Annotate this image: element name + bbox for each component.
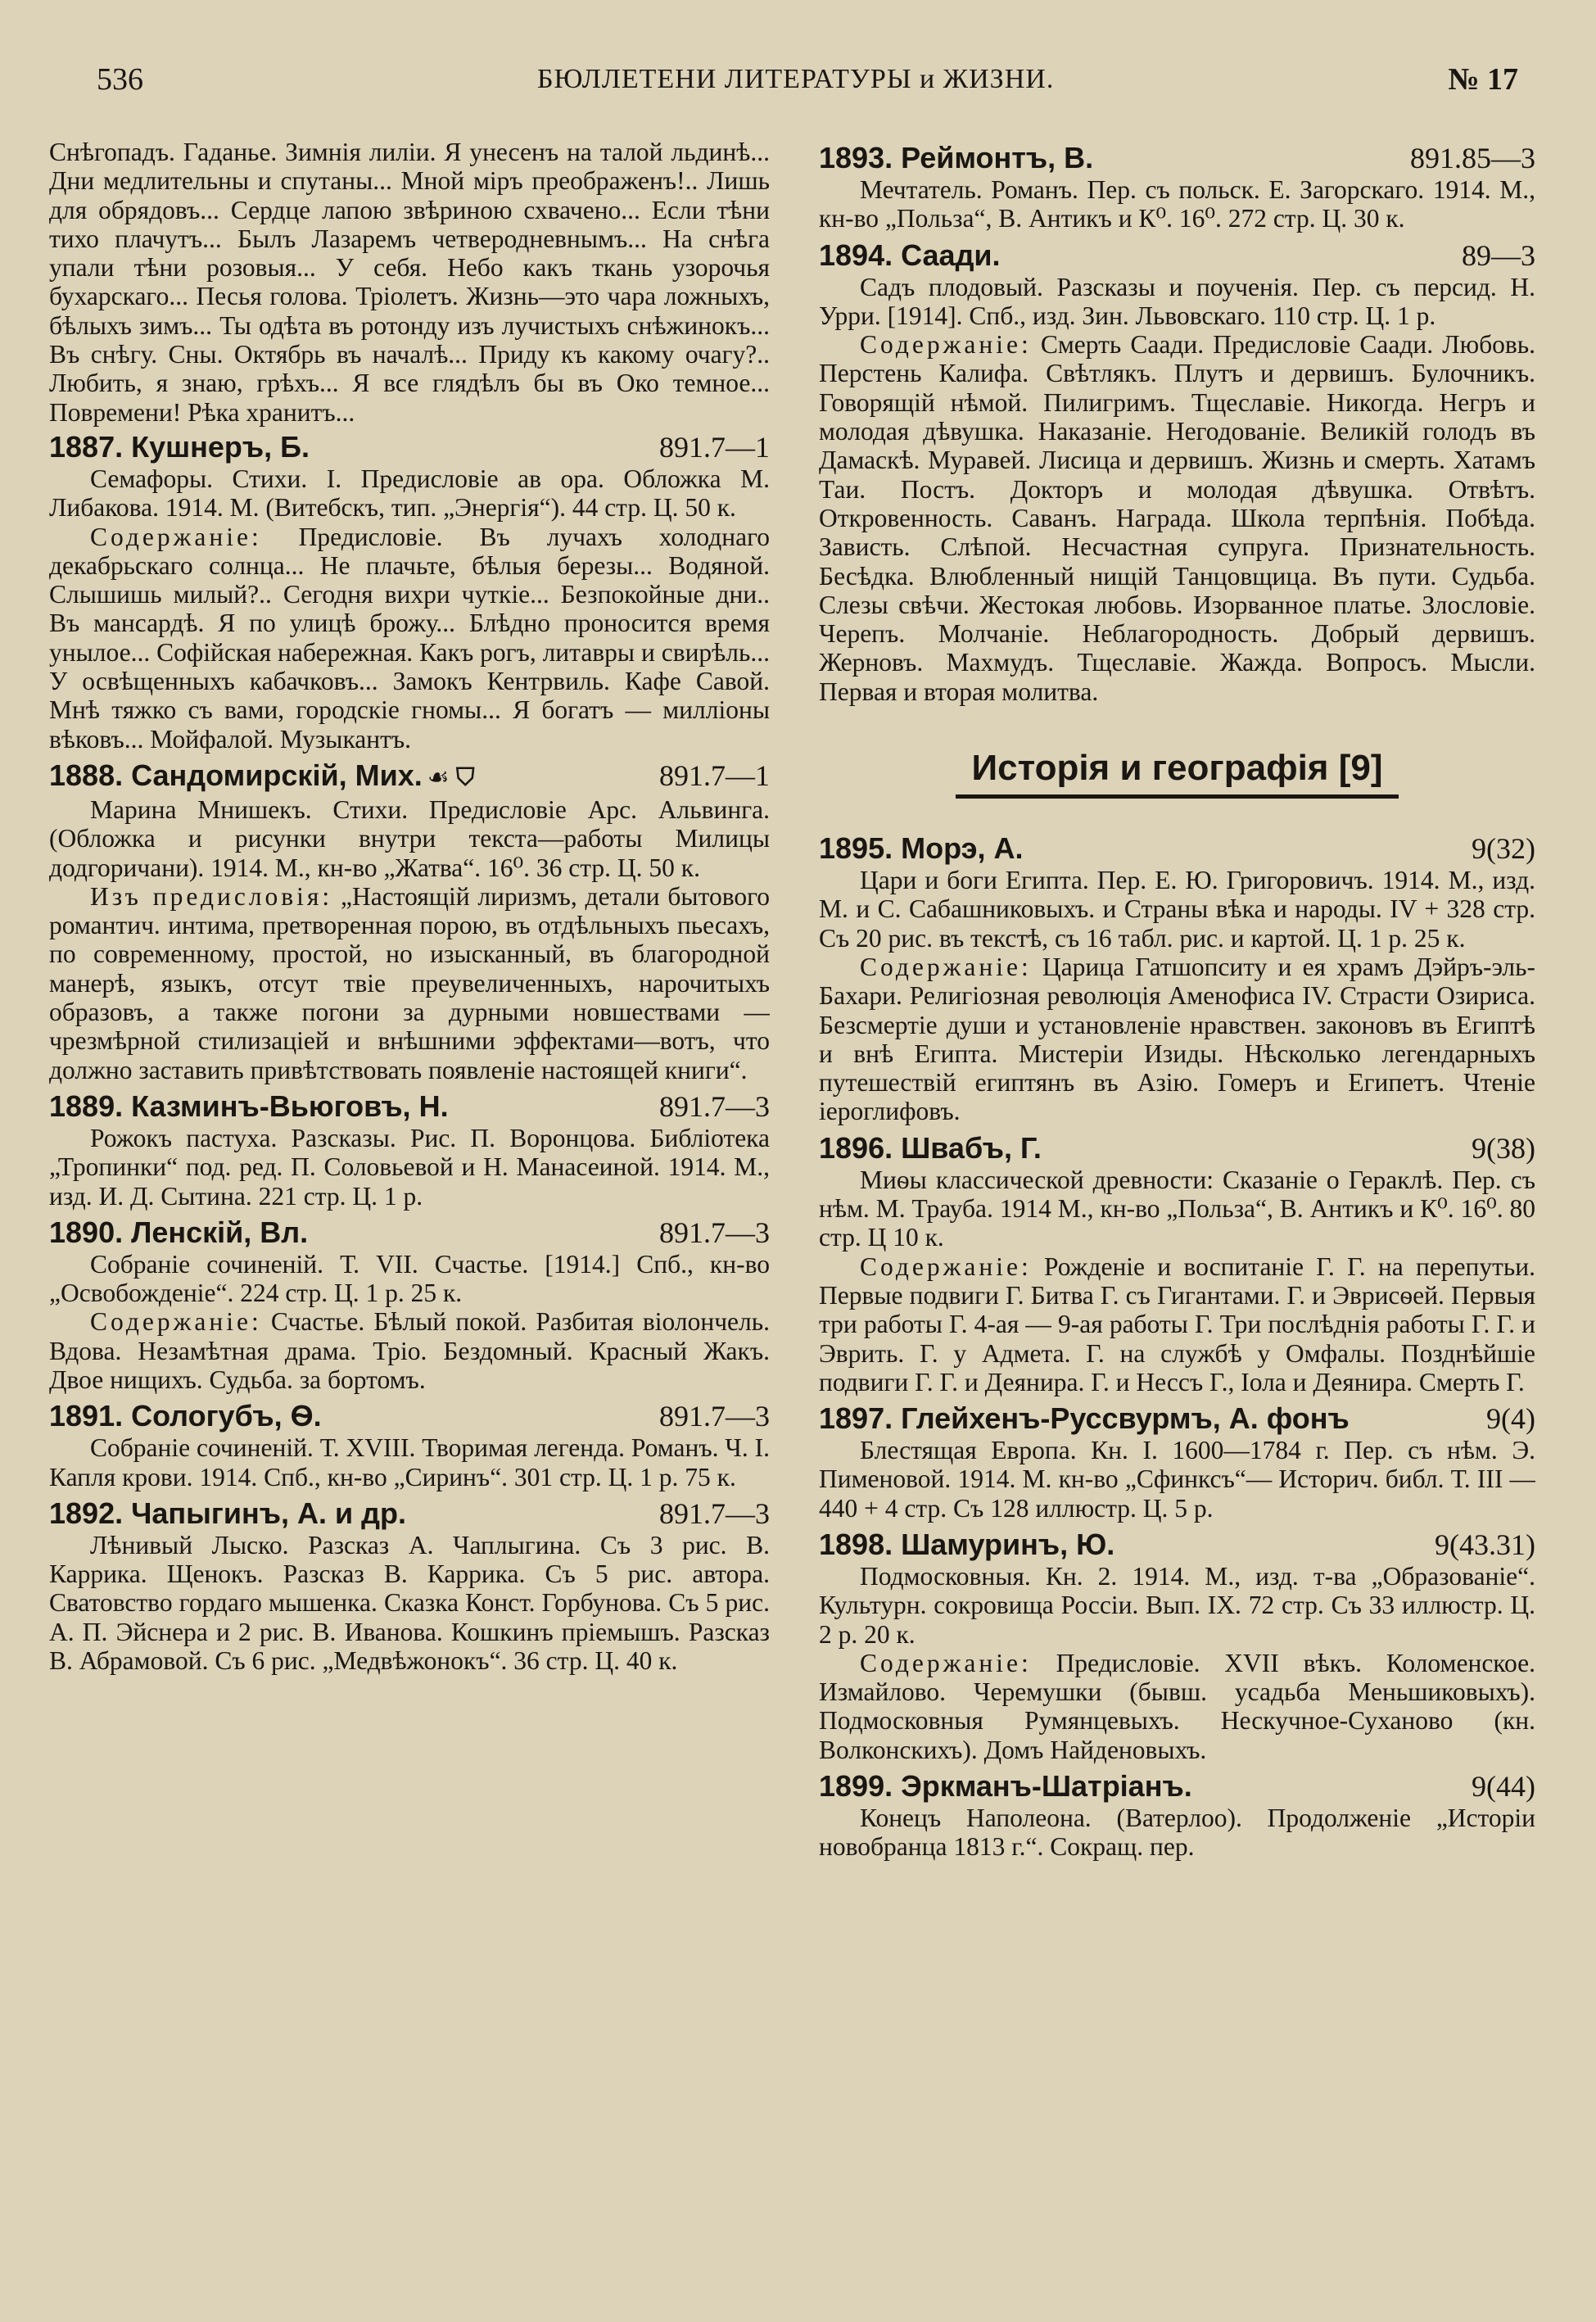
- entry-number-author: [49, 430, 310, 464]
- entry-number-author: [819, 1131, 1042, 1166]
- entry-author: 1895. Морэ, А.: [819, 831, 1024, 866]
- entry-contents: [819, 953, 1535, 1126]
- entry-author: 1890. Ленскій, Вл.: [49, 1215, 309, 1249]
- entry-contents: [819, 330, 1535, 706]
- entry-classification: 891.7—3: [659, 1496, 770, 1530]
- bibliography-entry: [819, 1769, 1535, 1862]
- entry-description: Рожокъ пастуха. Разсказы. Рис. П. Воронцова. Библіотека „Тропинки“ под. ред. П. Соловьевой и Н. Манасеиной. 1914. М., изд. И. Д. Сытина. 221 стр. Ц. 1 р.: [49, 1123, 770, 1211]
- entry-description: Подмосковныя. Кн. 2. 1914. М., изд. т-ва „Образованіе“. Культурн. сокровища Россіи. Вып. IX. 72 стр. Съ 33 иллюстр. Ц. 2 р. 20 к.: [819, 1561, 1535, 1649]
- entry-description: Блестящая Европа. Кн. I. 1600—1784 г. Пер. съ нѣм. Э. Пименовой. 1914. М. кн-во „Сфинксъ“— Историч. библ. Т. III — 440 + 4 стр. Съ 128 иллюстр. Ц. 5 р.: [819, 1436, 1535, 1523]
- entry-number-author: [49, 1496, 406, 1531]
- entry-author: 1893. Реймонтъ, В.: [819, 141, 1094, 174]
- entry-marks: ☙ ⛉: [427, 763, 475, 791]
- entry-description: Семафоры. Стихи. I. Предисловіе ав ора. Обложка М. Либакова. 1914. М. (Витебскъ, тип. „Энергія“). 44 стр. Ц. 50 к.: [49, 464, 770, 523]
- right-entries-before: [819, 141, 1535, 706]
- left-entries: [49, 430, 770, 1675]
- entry-author: 1892. Чапыгинъ, А. и др.: [49, 1496, 406, 1530]
- entry-classification: 9(32): [1472, 832, 1535, 866]
- entry-classification: 9(4): [1486, 1402, 1535, 1436]
- right-column: [819, 138, 1535, 2289]
- entry-description: Садъ плодовый. Разсказы и поученія. Пер. съ персид. Н. Урри. [1914]. Спб., изд. Зин. Львовскаго. 110 стр. Ц. 1 р.: [819, 272, 1535, 330]
- entry-contents: [819, 1252, 1535, 1396]
- entry-heading: [49, 1399, 770, 1433]
- entry-heading: [819, 1769, 1535, 1804]
- contents-text: Рожденіе и воспитаніе Г. Г. на перепутьи. Первые подвиги Г. Битва Г. съ Гигантами. Г. и Эврисѳей. Первыя три работы Г. 4-ая — 9-ая работы Г. Три послѣднія работы Г. Г. и Эврить. Г. у Адмета. Г. на службѣ у Омфалы. Позднѣйшіе подвиги Г. Г. и Деянира. Г. и Нессъ Г., Іола и Деянира. Смерть Г.: [819, 1252, 1535, 1396]
- entry-heading: [819, 238, 1535, 273]
- left-column: [49, 138, 770, 2289]
- bibliography-entry: [819, 1131, 1535, 1396]
- bibliography-entry: [49, 1399, 770, 1491]
- bibliography-entry: [819, 238, 1535, 706]
- entry-classification: 9(38): [1472, 1131, 1535, 1165]
- entry-author: 1897. Глейхенъ-Руссвурмъ, А. фонъ: [819, 1401, 1350, 1436]
- entry-contents: [49, 882, 770, 1084]
- entry-number-author: [49, 1089, 449, 1124]
- contents-label: Изъ предисловія:: [90, 881, 333, 911]
- right-entries-after: [819, 831, 1535, 1862]
- contents-text: Смерть Саади. Предисловіе Саади. Любовь. Перстень Калифа. Свѣтлякъ. Плутъ и дервишъ. Булочникъ. Говорящій нѣмой. Пилигримъ. Тщеславіе. Никогда. Негръ и молодая дѣвушка. Наказаніе. Негодованіе. Великій голодъ въ Дамаскѣ. Муравей. Лисица и дервишъ. Жизнь и смерть. Хатамъ Таи. Постъ. Докторъ и молодая дѣвушка. Отвѣтъ. Откровенность. Саванъ. Награда. Школа терпѣнія. Побѣда. Зависть. Слѣпой. Несчастная супруга. Признательность. Бесѣдка. Влюбленный нищій Танцовщица. Въ пути. Судьба. Слезы свѣчи. Жестокая любовь. Изорванное платье. Злословіе. Черепъ. Молчаніе. Неблагородность. Добрый дервишъ. Жерновъ. Махмудъ. Тщеславіе. Жажда. Вопросъ. Мысли. Первая и вторая молитва.: [819, 330, 1535, 706]
- entry-contents: [49, 1307, 770, 1394]
- entry-author: 1888. Сандомирскій, Мих.: [49, 758, 423, 792]
- entry-classification: 891.7—3: [659, 1215, 770, 1249]
- entry-classification: 9(44): [1472, 1770, 1535, 1804]
- entry-heading: [49, 1089, 770, 1124]
- entry-description: Конецъ Наполеона. (Ватерлоо). Продолженіе „Исторіи новобранца 1813 г.“. Сокращ. пер.: [819, 1804, 1535, 1862]
- contents-text: „Настоящій лиризмъ, детали бытового романтич. интима, претворенная порою, въ отдѣльныхъ пьесахъ, по современному, простой, но изысканный, въ благородной манерѣ, языкъ, отсут твіе преувеличенныхъ, нарочитыхъ образовъ, а также погони за дурными новшествами — чрезмѣрной стилизацiей и внѣшними эффектами—вотъ, что должно заставить привѣтствовать появленіе настоящей книги“.: [49, 881, 770, 1084]
- entry-description: Лѣнивый Лыско. Разсказ А. Чаплыгина. Съ 3 рис. В. Каррика. Щенокъ. Разсказ В. Каррика. Съ 5 рис. автора. Сватовство гордаго мышенка. Сказка Конст. Горбунова. Съ 5 рис. А. П. Эйснера и 2 рис. В. Иванова. Кошкинъ пріемышъ. Разсказ В. Абрамовой. Съ 6 рис. „Медвѣжонокъ“. 36 стр. Ц. 40 к.: [49, 1530, 770, 1676]
- entry-number-author: [819, 1401, 1350, 1436]
- entry-author: 1891. Сологубъ, Ѳ.: [49, 1399, 322, 1433]
- entry-heading: [819, 141, 1535, 175]
- entry-author: 1887. Кушнеръ, Б.: [49, 429, 310, 464]
- entry-heading: [819, 1131, 1535, 1166]
- entry-number-author: [49, 1399, 322, 1433]
- contents-label: Содержаніе:: [860, 952, 1032, 981]
- entry-number-author: [49, 1215, 308, 1250]
- bibliography-entry: [819, 1528, 1535, 1764]
- entry-heading: [49, 1496, 770, 1531]
- entry-heading: [49, 758, 770, 795]
- entry-classification: 9(43.31): [1435, 1528, 1535, 1561]
- contents-label: Содержаніе:: [860, 1648, 1032, 1677]
- entry-classification: 891.85—3: [1410, 142, 1535, 174]
- bibliography-entry: [49, 1089, 770, 1211]
- section-heading-wrap: [819, 747, 1535, 799]
- page-number: 536: [97, 62, 143, 97]
- entry-number-author: [819, 1769, 1192, 1804]
- entry-classification: 891.7—1: [659, 430, 770, 464]
- bibliography-entry: [49, 758, 770, 1084]
- entry-description: Цари и боги Египта. Пер. Е. Ю. Григоровичъ. 1914. М., изд. М. и С. Сабашниковыхъ. и Страны вѣка и народы. IV + 328 стр. Съ 20 рис. въ текстѣ, съ 16 табл. рис. и картой. Ц. 1 р. 25 к.: [819, 866, 1535, 953]
- entry-heading: [49, 1215, 770, 1250]
- contents-label: Содержаніе:: [90, 522, 262, 551]
- entry-heading: [819, 1401, 1535, 1436]
- entry-contents: [819, 1649, 1535, 1764]
- entry-author: 1899. Эркманъ-Шатріанъ.: [819, 1769, 1192, 1804]
- entry-number-author: [819, 238, 1001, 273]
- bibliography-entry: [819, 1401, 1535, 1523]
- entry-classification: 89—3: [1462, 238, 1535, 272]
- bibliography-entry: [819, 141, 1535, 233]
- contents-label: Содержаніе:: [860, 1252, 1032, 1281]
- entry-author: 1896. Швабъ, Г.: [819, 1130, 1042, 1165]
- issue-number: № 17: [1448, 62, 1518, 97]
- entry-heading: [819, 831, 1535, 866]
- entry-number-author: [819, 141, 1093, 175]
- contents-text: Счастье. Бѣлый покой. Разбитая віолончель. Вдова. Незамѣтная драма. Тріо. Бездомный. Красный Жакъ. Двое нищихъ. Судьба. за бортомъ.: [49, 1307, 770, 1394]
- entry-description: Миѳы классической древности: Сказаніе о Гераклѣ. Пер. съ нѣм. М. Трауба. 1914 М., кн-во „Польза“, В. Антикъ и К⁰. 16⁰. 80 стр. Ц 10 к.: [819, 1165, 1535, 1252]
- entry-classification: 891.7—3: [659, 1089, 770, 1123]
- entry-contents: [49, 523, 770, 754]
- bibliography-entry: [49, 1496, 770, 1675]
- entry-description: Марина Мнишекъ. Стихи. Предисловіе Арс. Альвинга. (Обложка и рисунки внутри текста—работы Милицы додгоричани). 1914. М., кн-во „Жатва“. 16⁰. 36 стр. Ц. 50 к.: [49, 794, 770, 882]
- entry-author: 1889. Казминъ-Вьюговъ, Н.: [49, 1089, 449, 1123]
- entry-number-author: [819, 831, 1023, 866]
- entry-description: Собраніе сочиненій. Т. XVIII. Творимая легенда. Романъ. Ч. I. Капля крови. 1914. Спб., кн-во „Сиринъ“. 301 стр. Ц. 1 р. 75 к.: [49, 1433, 770, 1491]
- page-header: [97, 51, 1518, 108]
- entry-author: 1898. Шамуринъ, Ю.: [819, 1527, 1115, 1561]
- continued-text: Снѣгопадъ. Гаданье. Зимнія лиліи. Я унесенъ на талой льдинѣ... Дни медлительны и спутаны... Мной міръ преображенъ!.. Лишь для обрядовъ... Сердце лапою звѣриною схвачено... Если тѣни тихо плачутъ... Былъ Лазаремъ четверодневнымъ... На снѣга упали тѣни розовыя... У себя. Небо какъ ткань узорочья бухарскаго... Песья голова. Тріолетъ. Жизнь—это чара ложныхъ, бѣлыхъ зимъ... Ты одѣта въ ротонду изъ лучистыхъ снѣжинокъ... Въ снѣгу. Сны. Октябрь въ началѣ... Приду къ какому очагу?.. Любить, я знаю, грѣхъ... Я все глядѣлъ бы въ Око темное... Повремени! Рѣка хранитъ...: [49, 138, 770, 427]
- entry-description: Собраніе сочиненій. Т. VII. Счастье. [1914.] Спб., кн-во „Освобожденіе“. 224 стр. Ц. 1 р. 25 к.: [49, 1249, 770, 1308]
- journal-title: БЮЛЛЕТЕНИ ЛИТЕРАТУРЫ и ЖИЗНИ.: [536, 64, 1055, 94]
- entry-number-author: [819, 1528, 1114, 1562]
- entry-description: Мечтатель. Романъ. Пер. съ польск. Е. Загорскаго. 1914. М., кн-во „Польза“, В. Антикъ и К⁰. 16⁰. 272 стр. Ц. 30 к.: [819, 175, 1535, 233]
- entry-author: 1894. Саади.: [819, 238, 1001, 272]
- bibliography-entry: [819, 831, 1535, 1126]
- entry-heading: [49, 430, 770, 464]
- contents-text: Предисловіе. XVII вѣкъ. Коломенское. Измайлово. Черемушки (бывш. усадьба Меньшиковыхъ). Подмосковныя Румянцевыхъ. Нескучное-Суханово (кн. Волконскихъ). Домъ Найденовыхъ.: [819, 1648, 1535, 1764]
- contents-label: Содержаніе:: [860, 330, 1032, 360]
- contents-label: Содержаніе:: [90, 1307, 262, 1337]
- contents-text: Царица Гатшопситу и ея храмъ Дэйръ-эль-Бахари. Религіозная революція Аменофиса IV. Страсти Озириса. Безсмертіе души и установленіе нравствен. законовъ въ Египтѣ и внѣ Египта. Мистеріи Изиды. Нѣсколько легендарныхъ путешествій египтянъ въ Азію. Гомеръ и Египетъ. Чтеніе іероглифовъ.: [819, 952, 1535, 1126]
- entry-classification: 891.7—3: [659, 1400, 770, 1433]
- bibliography-entry: [49, 430, 770, 754]
- entry-heading: [819, 1528, 1535, 1562]
- entry-number-author: [49, 758, 474, 795]
- contents-text: Предисловіе. Въ лучахъ холоднаго декабрьскаго солнца... Не плачьте, бѣлыя березы... Водяной. Слышишь милый?.. Сегодня вихри чуткіе... Безпокойные дни.. Въ мансардѣ. Я по улицѣ брожу... Блѣдно проносится время унылое... Софійская набережная. Какъ рогъ, литавры и свирѣль... У освѣщенныхъ кабачковъ... Замокъ Кентрвиль. Кафе Савой. Мнѣ тяжко съ вами, городскіе гномы... Я богатъ — милліоны вѣковъ... Мойфалой. Музыкантъ.: [49, 522, 770, 754]
- bibliography-entry: [49, 1215, 770, 1394]
- section-heading: Исторія и географія [9]: [956, 747, 1399, 799]
- entry-classification: 891.7—1: [659, 758, 770, 792]
